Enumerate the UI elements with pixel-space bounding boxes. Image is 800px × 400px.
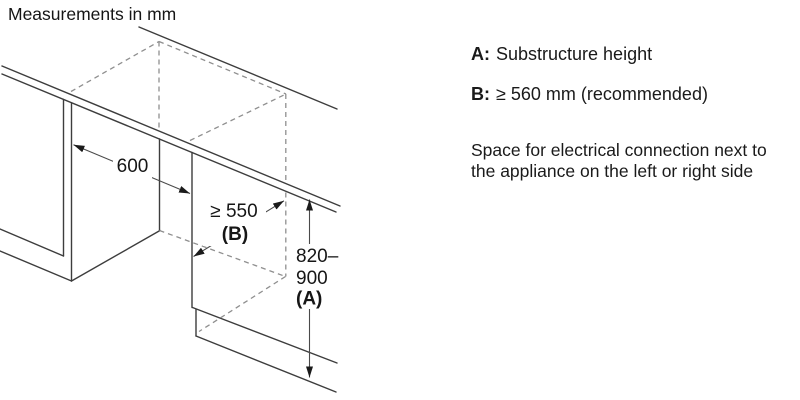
niche-dashed-outline xyxy=(71,42,286,332)
depth-dimension-label: ≥ 550 xyxy=(210,201,258,222)
height-dimension-label-line2: 900 xyxy=(296,268,328,289)
legend-b-text: ≥ 560 mm (recommended) xyxy=(496,84,708,104)
electrical-connection-note: Space for electrical connection next to the appliance on the left or right side xyxy=(471,140,767,181)
height-dimension-letter: (A) xyxy=(296,288,323,310)
width-dimension-label: 600 xyxy=(116,156,149,177)
legend-a-text: Substructure height xyxy=(496,44,653,64)
height-dimension-label-line1: 820– xyxy=(296,246,339,267)
legend-item-a xyxy=(471,44,652,65)
legend-item-b xyxy=(471,84,708,105)
dimension-labels xyxy=(113,154,340,310)
page-title: Measurements in mm xyxy=(8,4,177,24)
legend-a-key: A: xyxy=(471,44,490,64)
wall-and-countertop-lines xyxy=(2,27,340,212)
depth-dimension-letter: (B) xyxy=(221,224,249,245)
legend-b-key: B: xyxy=(471,84,490,104)
